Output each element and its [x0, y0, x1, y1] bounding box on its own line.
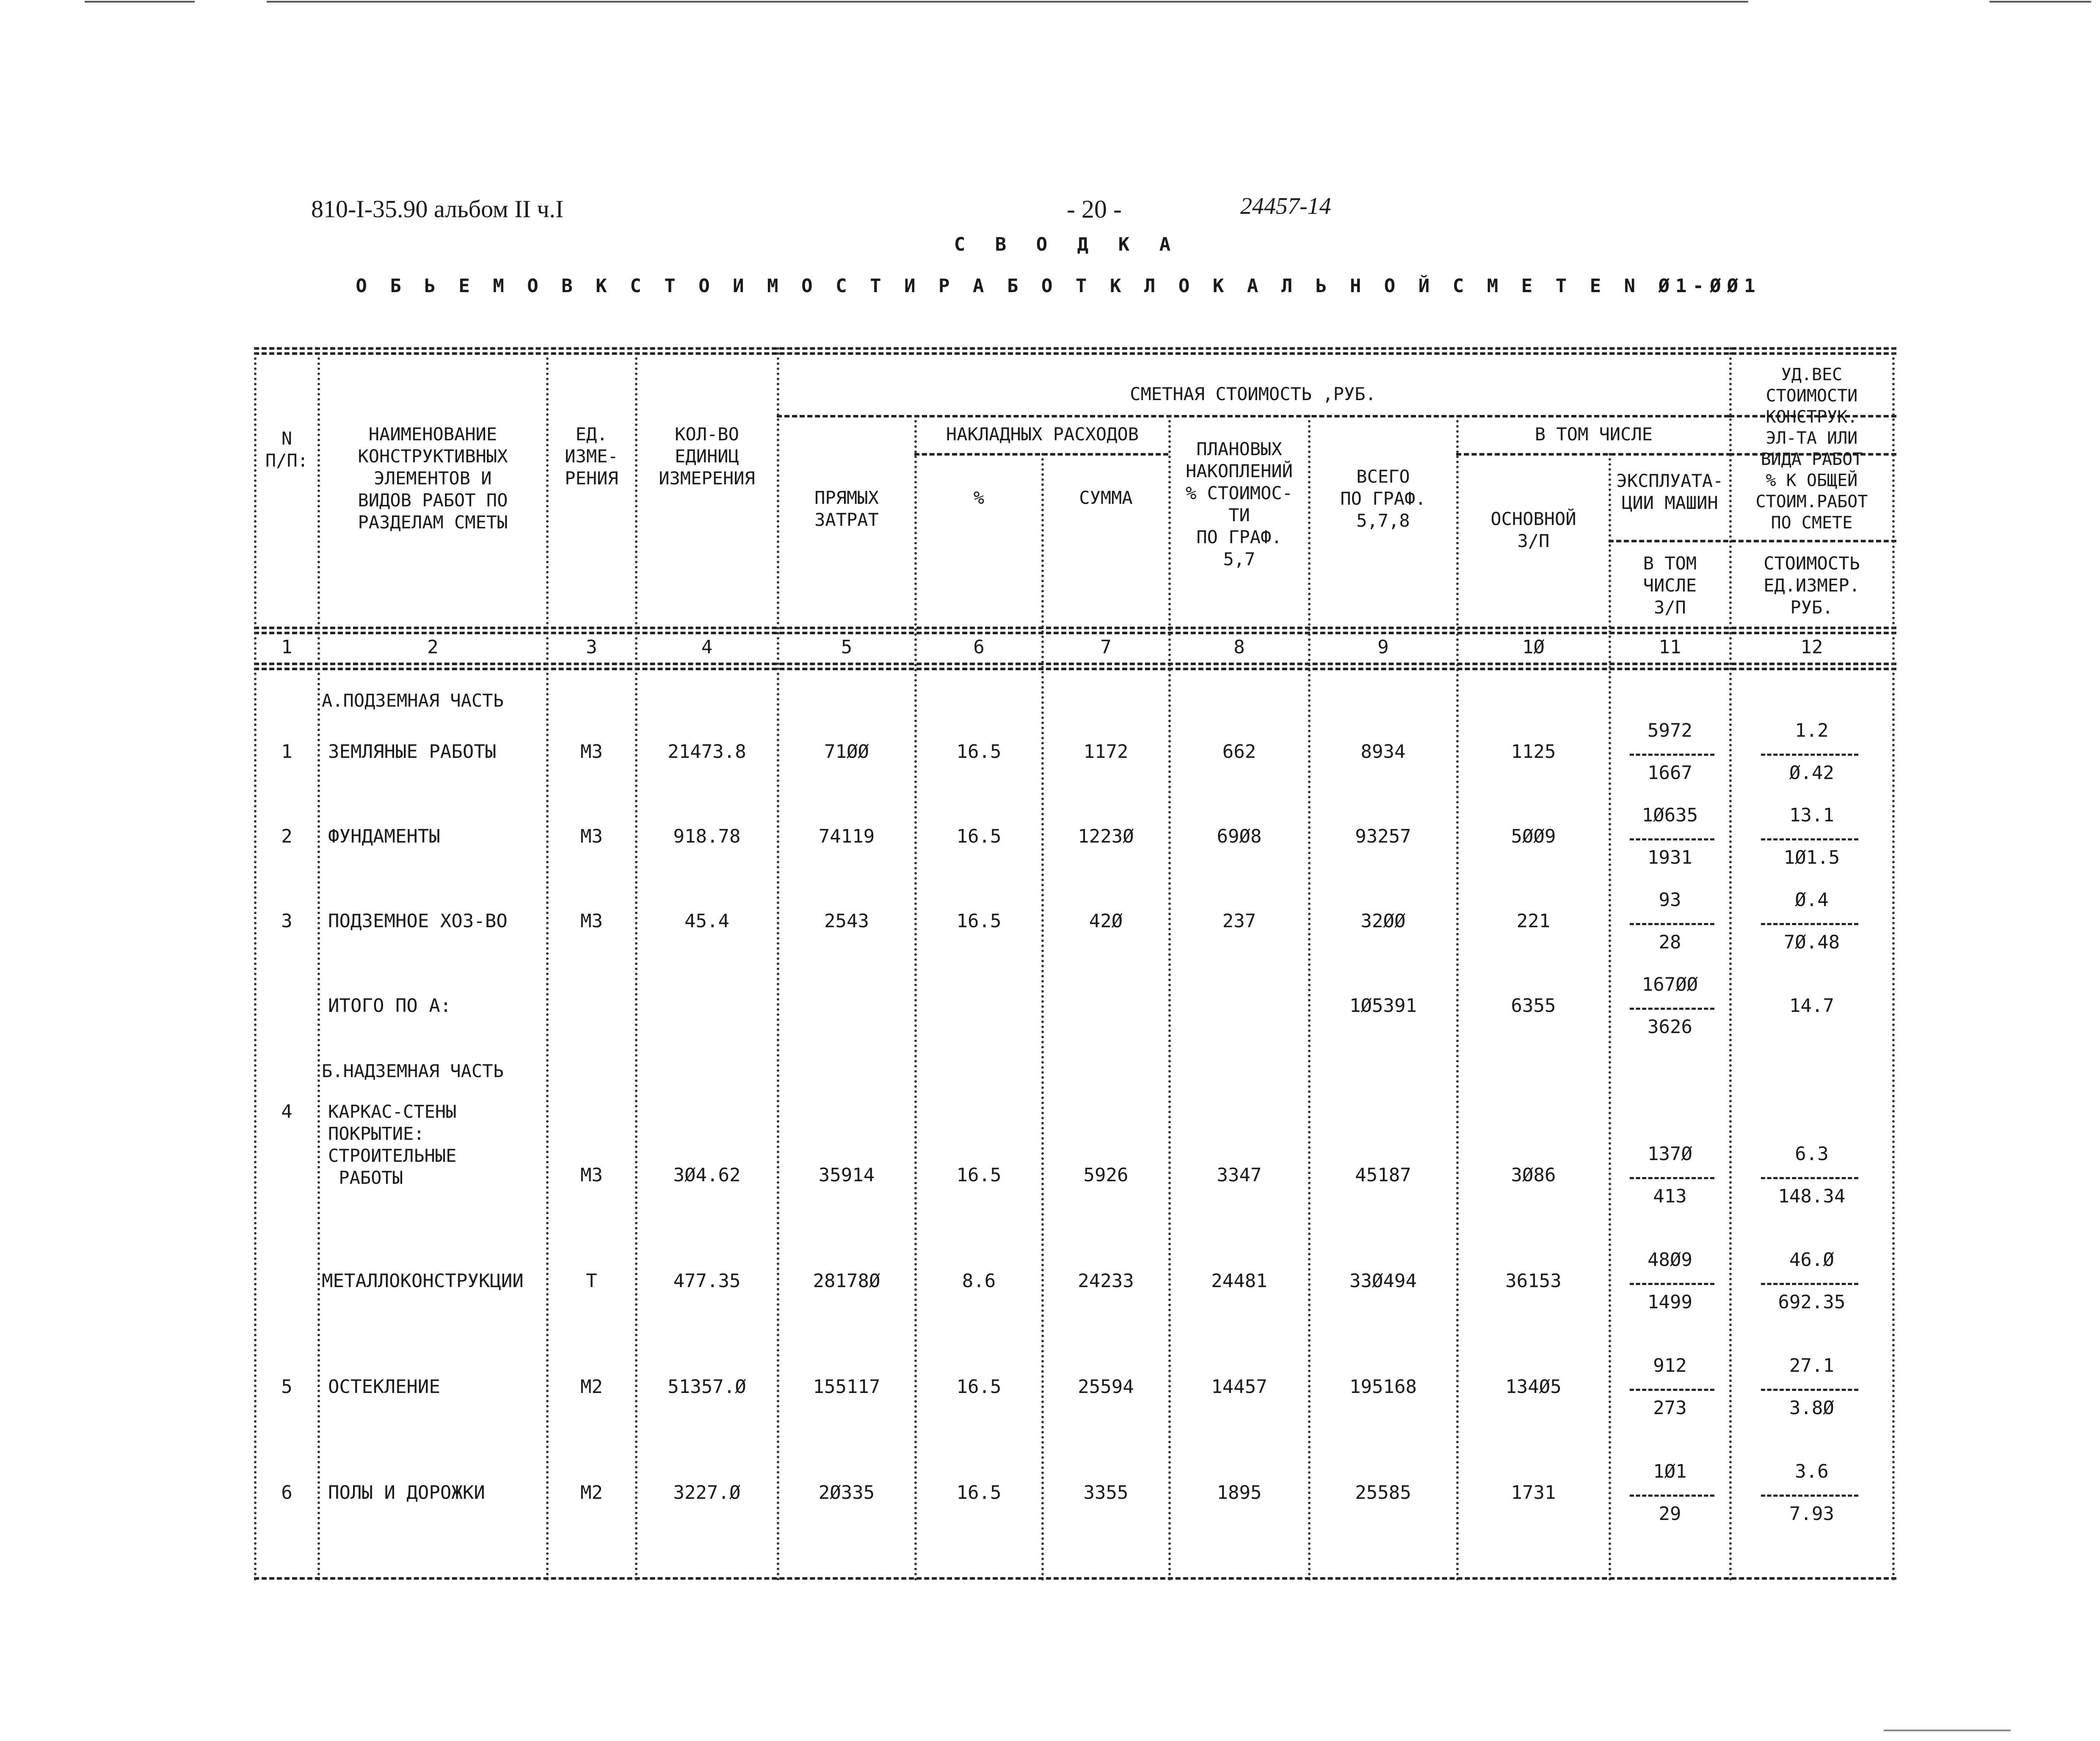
fraction-line — [1630, 923, 1714, 925]
col-sep-6 — [1041, 453, 1044, 1581]
row-name: КАРКАС-СТЕНЫ ПОКРЫТИЕ: СТРОИТЕЛЬНЫЕ РАБОТЫ — [328, 1101, 457, 1188]
row-name: ЗЕМЛЯНЫЕ РАБОТЫ — [328, 741, 497, 763]
row-direct: 2Ø335 — [818, 1482, 875, 1503]
row-total: 93257 — [1355, 826, 1411, 847]
row-plan: 3347 — [1217, 1164, 1262, 1186]
row-unit-cost: 7.93 — [1789, 1503, 1834, 1525]
scan-top-rule-left — [85, 1, 195, 3]
row-direct: 28178Ø — [813, 1270, 880, 1292]
document-subtitle: О Б Ь Е М О В К С Т О И М О С Т И Р А Б О Т К Л О К А Л Ь Н О Й С М Е Т Е N Ø1-ØØ1 — [356, 275, 1761, 297]
row-direct: 35914 — [818, 1164, 875, 1186]
table-top-rule — [254, 347, 1896, 350]
row-plan: 14457 — [1211, 1376, 1267, 1398]
row-wage: 5ØØ9 — [1511, 826, 1556, 847]
fraction-line — [1630, 1177, 1714, 1179]
row-share: 6.3 — [1795, 1143, 1829, 1165]
row-machines: 137Ø — [1647, 1143, 1692, 1165]
row-total: 8934 — [1360, 741, 1406, 763]
row-pct: 16.5 — [956, 1164, 1002, 1186]
row-pct: 16.5 — [956, 1482, 1002, 1503]
row-plan: 24481 — [1211, 1270, 1267, 1292]
table-bottom-rule — [254, 1577, 1896, 1580]
row-direct: 74119 — [818, 826, 875, 847]
page-number: - 20 - — [1067, 195, 1122, 223]
row-name: ПОДЗЕМНОЕ ХОЗ-ВО — [328, 910, 508, 932]
scan-top-rule-right — [1990, 1, 2091, 3]
row-pct: 16.5 — [956, 826, 1002, 847]
row-pct: 16.5 — [956, 741, 1002, 763]
row-unit: М3 — [580, 741, 603, 763]
row-number: 1 — [281, 741, 293, 763]
fraction-line — [1761, 923, 1858, 925]
row-machines: 93 — [1658, 889, 1681, 911]
row-machines-wage: 1499 — [1647, 1291, 1692, 1313]
fraction-line — [1761, 1389, 1858, 1391]
header-name: НАИМЕНОВАНИЕ КОНСТРУКТИВНЫХ ЭЛЕМЕНТОВ И ВИДОВ РАБОТ ПО РАЗДЕЛАМ СМЕТЫ — [358, 424, 508, 533]
fraction-line — [1630, 754, 1714, 756]
colnum-5: 5 — [841, 636, 853, 658]
row-plan: 237 — [1222, 910, 1256, 932]
row-sum: 1172 — [1083, 741, 1129, 763]
row-share: 46.Ø — [1789, 1249, 1834, 1271]
row-share: 1.2 — [1795, 720, 1829, 741]
cost-group-rule — [777, 415, 1729, 417]
incl-group-rule — [1456, 453, 1731, 456]
row-share: 3.6 — [1795, 1461, 1829, 1482]
colnum-11: 11 — [1658, 636, 1681, 658]
row-unit-cost: 692.35 — [1778, 1291, 1846, 1313]
fraction-line — [1761, 1177, 1858, 1179]
row-number: 6 — [281, 1482, 293, 1503]
row-pct: 16.5 — [956, 910, 1002, 932]
row-sum: 42Ø — [1089, 910, 1123, 932]
fraction-line — [1761, 838, 1858, 840]
row-machines: 1Ø635 — [1642, 804, 1698, 826]
header-qty: КОЛ-ВО ЕДИНИЦ ИЗМЕРЕНИЯ — [659, 424, 755, 489]
header-pct: % — [973, 487, 985, 508]
row-total: 45187 — [1355, 1164, 1411, 1186]
fraction-line — [1630, 1389, 1714, 1391]
header-n: N П/П: — [265, 428, 309, 471]
col-sep-12 — [1892, 347, 1895, 1581]
header-wage: ОСНОВНОЙ З/П — [1490, 508, 1576, 551]
row-sum: 3355 — [1083, 1482, 1129, 1503]
row-machines: 167ØØ — [1642, 974, 1698, 995]
row-name: ФУНДАМЕНТЫ — [328, 826, 440, 847]
row-qty: 51357.Ø — [668, 1376, 746, 1398]
row-unit: М2 — [580, 1376, 603, 1398]
row-plan: 1895 — [1217, 1482, 1262, 1503]
header-bottom-rule — [254, 627, 1896, 629]
header-share: УД.ВЕС СТОИМОСТИ КОНСТРУК. ЭЛ-ТА ИЛИ ВИДА РАБОТ % К ОБЩЕЙ СТОИМ.РАБОТ ПО СМЕТЕ — [1755, 365, 1868, 533]
row-name: ИТОГО ПО А: — [328, 995, 452, 1017]
row-sum: 1223Ø — [1078, 826, 1134, 847]
row-plan: 662 — [1222, 741, 1256, 763]
row-share: 27.1 — [1789, 1355, 1834, 1376]
row-unit: М2 — [580, 1482, 603, 1503]
colnum-bottom-rule-2 — [254, 668, 1896, 670]
row-share: 14.7 — [1789, 995, 1834, 1017]
row-wage: 6355 — [1511, 995, 1556, 1017]
row-unit: Т — [586, 1270, 597, 1292]
summary-table — [254, 347, 1896, 1581]
row-wage: 1125 — [1511, 741, 1556, 763]
row-total: 25585 — [1355, 1482, 1411, 1503]
table-top-rule-2 — [254, 352, 1896, 355]
row-unit-cost: 7Ø.48 — [1783, 931, 1840, 953]
col-sep-7 — [1168, 415, 1171, 1581]
row-direct: 2543 — [824, 910, 869, 932]
row-number: 5 — [281, 1376, 293, 1398]
row-unit: М3 — [580, 826, 603, 847]
header-incl-group: В ТОМ ЧИСЛЕ — [1534, 424, 1653, 445]
colnum-12: 12 — [1800, 636, 1823, 658]
colnum-7: 7 — [1100, 636, 1112, 658]
fraction-line — [1630, 838, 1714, 840]
row-unit: М3 — [580, 1164, 603, 1186]
header-direct: ПРЯМЫХ ЗАТРАТ — [814, 487, 879, 530]
row-machines-wage: 3626 — [1647, 1016, 1692, 1038]
row-number: 2 — [281, 826, 293, 847]
col-sep-5 — [914, 415, 917, 1581]
header-total: ВСЕГО ПО ГРАФ. 5,7,8 — [1340, 466, 1426, 531]
row-number: 3 — [281, 910, 293, 932]
header-machines: ЭКСПЛУАТА- ЦИИ МАШИН — [1616, 470, 1724, 513]
row-total: 195168 — [1349, 1376, 1417, 1398]
colnum-3: 3 — [586, 636, 597, 658]
row-wage: 3Ø86 — [1511, 1164, 1556, 1186]
row-qty: 21473.8 — [668, 741, 746, 763]
colnum-10: 1Ø — [1522, 636, 1545, 658]
colnum-1: 1 — [281, 636, 293, 658]
handwritten-number: 24457-14 — [1240, 193, 1331, 219]
row-name: МЕТАЛЛОКОНСТРУКЦИИ — [322, 1270, 524, 1292]
colnum-9: 9 — [1377, 636, 1389, 658]
row-share: Ø.4 — [1795, 889, 1829, 911]
header-machines-wage: В ТОМ ЧИСЛЕ З/П — [1643, 553, 1697, 618]
section-a-label: А.ПОДЗЕМНАЯ ЧАСТЬ — [322, 690, 504, 711]
row-qty: 918.78 — [673, 826, 741, 847]
fraction-line — [1630, 1495, 1714, 1497]
row-machines: 48Ø9 — [1647, 1249, 1692, 1271]
header-unit: ЕД. ИЗМЕ- РЕНИЯ — [565, 424, 618, 489]
album-reference: 810-I-35.90 альбом II ч.I — [311, 195, 564, 223]
fraction-line — [1761, 1283, 1858, 1285]
row-machines-wage: 273 — [1653, 1397, 1687, 1419]
fraction-line — [1761, 754, 1858, 756]
header-cost-group: СМЕТНАЯ СТОИМОСТЬ ,РУБ. — [1130, 384, 1376, 404]
row-wage: 36153 — [1505, 1270, 1562, 1292]
section-b-label: Б.НАДЗЕМНАЯ ЧАСТЬ — [322, 1061, 504, 1081]
row-wage: 134Ø5 — [1505, 1376, 1562, 1398]
colnum-2: 2 — [427, 636, 439, 658]
header-plan: ПЛАНОВЫХ НАКОПЛЕНИЙ % СТОИМОС- ТИ ПО ГРАФ. 5,7 — [1186, 439, 1293, 569]
header-unit-cost: СТОИМОСТЬ ЕД.ИЗМЕР. РУБ. — [1763, 553, 1860, 618]
row-machines-wage: 28 — [1658, 931, 1681, 953]
row-total: 32ØØ — [1360, 910, 1406, 932]
row-direct: 71ØØ — [824, 741, 869, 763]
row-wage: 221 — [1516, 910, 1551, 932]
row-number: 4 — [281, 1101, 293, 1122]
row-unit: М3 — [580, 910, 603, 932]
scan-bottom-mark — [1884, 1730, 2011, 1731]
row-unit-cost: 1Ø1.5 — [1783, 847, 1840, 868]
row-qty: 45.4 — [684, 910, 729, 932]
row-machines: 5972 — [1647, 720, 1692, 741]
row-machines-wage: 413 — [1653, 1186, 1687, 1207]
row-unit-cost: Ø.42 — [1789, 762, 1834, 784]
row-machines-wage: 1667 — [1647, 762, 1692, 784]
colnum-6: 6 — [973, 636, 985, 658]
row-pct: 16.5 — [956, 1376, 1002, 1398]
row-share: 13.1 — [1789, 804, 1834, 826]
row-sum: 5926 — [1083, 1164, 1129, 1186]
row-machines-wage: 29 — [1658, 1503, 1681, 1525]
row-qty: 3227.Ø — [673, 1482, 741, 1503]
row-wage: 1731 — [1511, 1482, 1556, 1503]
row-name: ПОЛЫ И ДОРОЖКИ — [328, 1482, 485, 1503]
row-machines: 912 — [1653, 1355, 1687, 1376]
fraction-line — [1630, 1008, 1714, 1010]
row-pct: 8.6 — [962, 1270, 996, 1292]
colnum-top-rule — [254, 632, 1896, 634]
fraction-line — [1630, 1283, 1714, 1285]
row-plan: 69Ø8 — [1217, 826, 1262, 847]
colnum-4: 4 — [701, 636, 713, 658]
header-overhead-group: НАКЛАДНЫХ РАСХОДОВ — [946, 424, 1139, 445]
row-sum: 24233 — [1078, 1270, 1134, 1292]
row-total: 1Ø5391 — [1349, 995, 1417, 1017]
scan-top-rule — [267, 1, 1748, 3]
row-qty: 477.35 — [673, 1270, 741, 1292]
row-unit-cost: 3.8Ø — [1789, 1397, 1834, 1419]
row-total: 33Ø494 — [1349, 1270, 1417, 1292]
row-machines-wage: 1931 — [1647, 847, 1692, 868]
document-title: С В О Д К А — [954, 234, 1180, 255]
row-unit-cost: 148.34 — [1778, 1186, 1846, 1207]
colnum-8: 8 — [1234, 636, 1245, 658]
row-name: ОСТЕКЛЕНИЕ — [328, 1376, 440, 1398]
row-qty: 3Ø4.62 — [673, 1164, 741, 1186]
fraction-line — [1761, 1495, 1858, 1497]
row-direct: 155117 — [813, 1376, 880, 1398]
row-sum: 25594 — [1078, 1376, 1134, 1398]
row-machines: 1Ø1 — [1653, 1461, 1687, 1482]
header-sum: СУММА — [1079, 487, 1133, 508]
col11-mid-rule — [1609, 540, 1896, 542]
colnum-bottom-rule — [254, 663, 1896, 665]
